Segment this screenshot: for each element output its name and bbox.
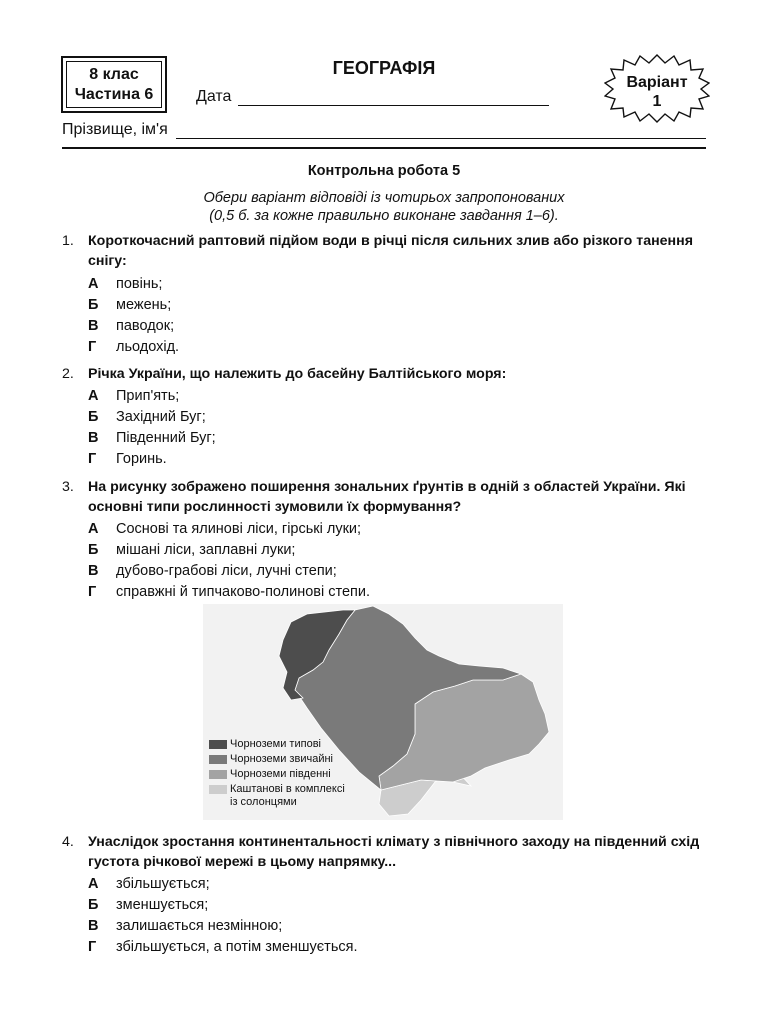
option-text: справжні й типчаково-полинові степи. — [116, 584, 371, 600]
legend-label: Чорноземи звичайні — [230, 753, 333, 765]
variant-label: Варіант — [626, 74, 688, 91]
option-letter: А — [88, 876, 99, 892]
option-text: межень; — [116, 297, 172, 313]
question-1 — [62, 231, 708, 271]
legend-swatch — [209, 740, 227, 749]
option-text: залишається незмінною; — [116, 918, 283, 934]
option-item[interactable] — [88, 582, 370, 603]
option-item[interactable] — [88, 519, 370, 540]
option-item[interactable] — [88, 895, 358, 916]
option-letter: Г — [88, 939, 97, 955]
test-title: Контрольна робота 5 — [307, 163, 461, 179]
option-letter: В — [88, 318, 99, 334]
option-text: Південний Буг; — [116, 430, 216, 446]
option-item[interactable] — [88, 428, 216, 449]
option-text: дубово-грабові ліси, лучні степи; — [116, 563, 337, 579]
soil-map-figure — [203, 604, 563, 820]
question-4 — [62, 832, 708, 872]
option-letter: А — [88, 388, 99, 404]
legend-item — [209, 768, 374, 781]
legend-item — [209, 783, 374, 809]
question-3-options — [88, 519, 370, 603]
question-3 — [62, 477, 708, 517]
option-item[interactable] — [88, 316, 179, 337]
question-number: 3. — [62, 479, 74, 495]
question-2-options — [88, 386, 216, 470]
question-text: Короткочасний раптовий підйом води в річці після сильних злив або різкого танення снігу: — [88, 233, 693, 269]
question-4-options — [88, 874, 358, 958]
grade-label: 8 клас — [89, 65, 139, 83]
question-2 — [62, 364, 708, 384]
map-legend — [209, 738, 374, 811]
option-text: мішані ліси, заплавні луки; — [116, 542, 296, 558]
legend-label-line-2: із солонцями — [230, 796, 297, 808]
option-letter: Б — [88, 297, 99, 313]
option-item[interactable] — [88, 916, 358, 937]
option-item[interactable] — [88, 561, 370, 582]
question-1-options — [88, 274, 179, 358]
option-text: льодохід. — [116, 339, 180, 355]
option-item[interactable] — [88, 449, 216, 470]
option-item[interactable] — [88, 874, 358, 895]
option-text: Західний Буг; — [116, 409, 206, 425]
option-item[interactable] — [88, 540, 370, 561]
option-item[interactable] — [88, 295, 179, 316]
question-number: 2. — [62, 366, 74, 382]
option-text: Прип'ять; — [116, 388, 180, 404]
option-item[interactable] — [88, 337, 179, 358]
option-item[interactable] — [88, 937, 358, 958]
date-label: Дата — [196, 88, 232, 105]
legend-item — [209, 753, 374, 766]
option-letter: А — [88, 521, 99, 537]
legend-swatch — [209, 770, 227, 779]
legend-label: Чорноземи південні — [230, 768, 331, 780]
option-letter: Г — [88, 339, 97, 355]
test-instruction — [0, 189, 768, 225]
name-field-line[interactable] — [176, 138, 706, 139]
question-number: 1. — [62, 233, 74, 249]
part-label: Частина 6 — [74, 85, 154, 103]
legend-item — [209, 738, 374, 751]
option-text: паводок; — [116, 318, 175, 334]
option-letter: Г — [88, 584, 97, 600]
question-text: На рисунку зображено поширення зональних ґрунтів в одній з областей України. Які основні типи рослинності зумовили їх формування? — [88, 479, 686, 515]
header-divider — [62, 147, 706, 149]
option-letter: В — [88, 563, 99, 579]
question-number: 4. — [62, 834, 74, 850]
legend-swatch — [209, 785, 227, 794]
legend-label: Каштанові в комплексі — [230, 783, 345, 795]
option-text: збільшується; — [116, 876, 210, 892]
option-text: повінь; — [116, 276, 163, 292]
date-field-line[interactable] — [238, 105, 549, 106]
name-label: Прізвище, ім'я — [62, 121, 168, 138]
option-letter: В — [88, 918, 99, 934]
question-text: Унаслідок зростання континентальності клімату з північного заходу на південний схід густота річкової мережі в цьому напрямку... — [88, 834, 700, 870]
option-item[interactable] — [88, 386, 216, 407]
subject-title: ГЕОГРАФІЯ — [332, 58, 436, 78]
question-text: Річка України, що належить до басейну Балтійського моря: — [88, 366, 507, 382]
option-text: збільшується, а потім зменшується. — [116, 939, 358, 955]
variant-number: 1 — [652, 93, 662, 110]
legend-label: Чорноземи типові — [230, 738, 321, 750]
legend-swatch — [209, 755, 227, 764]
instruction-line-2: (0,5 б. за кожне правильно виконане завдання 1–6). — [209, 208, 559, 224]
option-letter: В — [88, 430, 99, 446]
option-text: Горинь. — [116, 451, 167, 467]
option-letter: Г — [88, 451, 97, 467]
option-text: Соснові та ялинові ліси, гірські луки; — [116, 521, 362, 537]
option-letter: А — [88, 276, 99, 292]
instruction-line-1: Обери варіант відповіді із чотирьох запропонованих — [203, 190, 565, 206]
option-letter: Б — [88, 409, 99, 425]
option-text: зменшується; — [116, 897, 209, 913]
option-item[interactable] — [88, 274, 179, 295]
option-item[interactable] — [88, 407, 216, 428]
option-letter: Б — [88, 542, 99, 558]
option-letter: Б — [88, 897, 99, 913]
variant-badge — [604, 53, 710, 123]
